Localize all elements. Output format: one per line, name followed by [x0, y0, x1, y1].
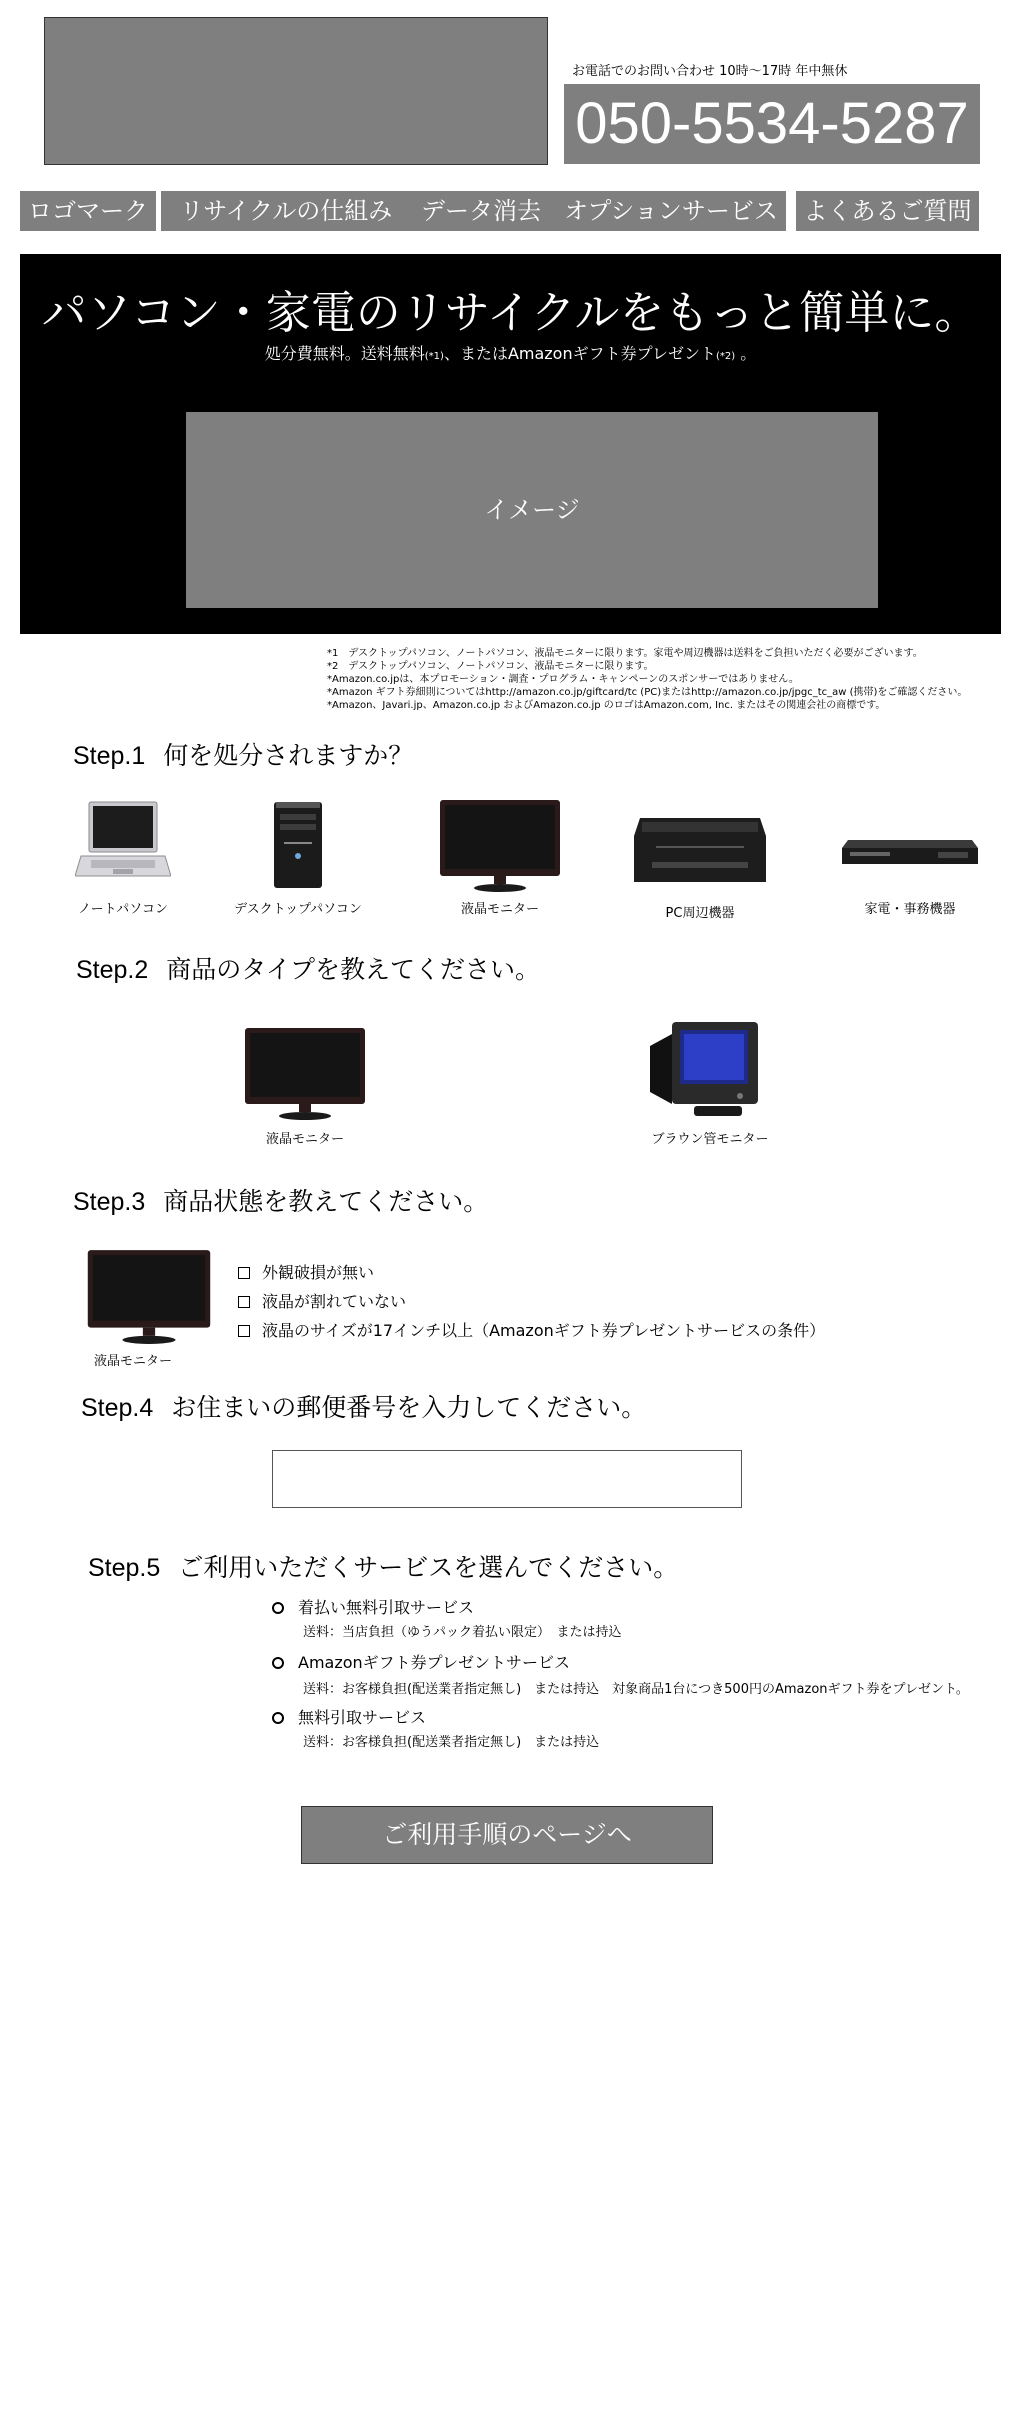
- step5-heading: [88, 1548, 678, 1584]
- step-number: Step.4: [81, 1394, 154, 1422]
- radio-button[interactable]: [272, 1657, 284, 1669]
- product-laptop[interactable]: [63, 796, 183, 921]
- hero-subtitle: [20, 341, 1001, 364]
- laptop-icon: [75, 796, 171, 888]
- crt-monitor-icon: [650, 1016, 770, 1120]
- hero-note-ref-2: (*2): [715, 351, 736, 362]
- selected-product: [85, 1246, 217, 1371]
- hero-sub-text: 処分費無料。送料無料: [264, 344, 425, 363]
- step-title: お住まいの郵便番号を入力してください。: [171, 1393, 647, 1422]
- hero-banner: [20, 254, 1001, 634]
- step-title: ご利用いただくサービスを選んでください。: [178, 1553, 679, 1582]
- service-option-free-pickup[interactable]: [272, 1705, 600, 1750]
- hero-sub-end: 。: [735, 344, 757, 363]
- product-desktop[interactable]: [233, 796, 363, 921]
- step2-heading: [76, 950, 540, 986]
- type-label: ブラウン管モニター: [651, 1132, 769, 1147]
- condition-row: [238, 1260, 374, 1283]
- footnote: *Amazon.co.jpは、本プロモーション・調査・プログラム・キャンペーンのスポンサーではありません。: [327, 674, 799, 685]
- condition-checkbox[interactable]: [238, 1267, 250, 1279]
- step-title: 商品状態を教えてください。: [163, 1187, 489, 1216]
- lcd-monitor-icon: [243, 1024, 367, 1122]
- condition-checkbox[interactable]: [238, 1325, 250, 1337]
- type-crt-monitor[interactable]: [640, 1016, 780, 1146]
- step-number: Step.2: [76, 956, 149, 984]
- hero-note-ref-1: (*1): [424, 351, 444, 362]
- nav-item-recycle-system[interactable]: リサイクルの仕組み: [161, 191, 411, 231]
- step-number: Step.3: [73, 1188, 146, 1216]
- step1-heading: [73, 736, 413, 772]
- step-number: Step.5: [88, 1554, 161, 1582]
- step4-heading: [81, 1388, 646, 1424]
- service-fee: 送料：お客様負担(配送業者指定無し) または持込: [303, 1735, 600, 1750]
- condition-label: 液晶のサイズが17インチ以上（Amazonギフト券プレゼントサービスの条件）: [262, 1321, 826, 1340]
- product-label: ノートパソコン: [77, 902, 169, 917]
- service-fee: 送料：当店負担（ゆうパック着払い限定） または持込: [303, 1625, 622, 1640]
- radio-button[interactable]: [272, 1712, 284, 1724]
- nav-item-logo[interactable]: ロゴマーク: [20, 191, 156, 231]
- product-label: 家電・事務機器: [864, 902, 956, 917]
- service-label: Amazonギフト券プレゼントサービス: [298, 1653, 571, 1672]
- postal-code-input[interactable]: [272, 1450, 742, 1508]
- service-label: 無料引取サービス: [298, 1708, 427, 1727]
- step-number: Step.1: [73, 742, 146, 770]
- printer-icon: [632, 796, 768, 892]
- type-lcd-monitor[interactable]: [235, 1024, 375, 1149]
- contact-note: お電話でのお問い合わせ 10時～17時 年中無休: [572, 64, 848, 79]
- step-title: 商品のタイプを教えてください。: [166, 955, 541, 984]
- footnote: *1 デスクトップパソコン、ノートパソコン、液晶モニターに限ります。家電や周辺機器は送料をご負担いただく必要がございます。: [327, 648, 923, 659]
- footnote: *Amazon ギフト券細則についてはhttp://amazon.co.jp/giftcard/tc (PC)またはhttp://amazon.co.jp/jpgc_tc_aw (携帯)をご確認ください。: [327, 687, 968, 698]
- step3-heading: [73, 1182, 488, 1218]
- product-pc-peripherals[interactable]: [630, 796, 770, 921]
- dvd-recorder-icon: [842, 812, 978, 870]
- condition-row: [238, 1318, 825, 1341]
- product-label: 液晶モニター: [93, 1354, 172, 1369]
- footnote: *2 デスクトップパソコン、ノートパソコン、液晶モニターに限ります。: [327, 661, 654, 672]
- lcd-monitor-icon: [438, 796, 562, 894]
- phone-number[interactable]: 050-5534-5287: [564, 84, 980, 164]
- product-label: 液晶モニター: [460, 902, 539, 917]
- footnotes: [327, 647, 967, 712]
- condition-checkbox[interactable]: [238, 1296, 250, 1308]
- step-title: 何を処分されますか？: [163, 741, 414, 770]
- product-label: PC周辺機器: [665, 906, 735, 921]
- logo-placeholder[interactable]: [44, 17, 548, 165]
- desktop-tower-icon: [264, 796, 332, 892]
- nav-item-options[interactable]: オプションサービス: [556, 191, 786, 231]
- product-label: デスクトップパソコン: [234, 902, 362, 917]
- radio-button[interactable]: [272, 1602, 284, 1614]
- hero-image-placeholder: イメージ: [186, 412, 878, 608]
- footnote: *Amazon、Javari.jp、Amazon.co.jp およびAmazon.co.jp のロゴはAmazon.com, Inc. またはその関連会社の商標です。: [327, 700, 886, 711]
- product-lcd-monitor[interactable]: [430, 796, 570, 921]
- condition-row: [238, 1289, 406, 1312]
- condition-label: 液晶が割れていない: [262, 1292, 407, 1311]
- service-label: 着払い無料引取サービス: [298, 1598, 475, 1617]
- service-fee: 送料：お客様負担(配送業者指定無し) または持込 対象商品1台につき500円のAmazonギフト券をプレゼント。: [303, 1682, 969, 1697]
- condition-label: 外観破損が無い: [262, 1263, 375, 1282]
- nav-item-data-erase[interactable]: データ消去: [406, 191, 556, 231]
- type-label: 液晶モニター: [265, 1132, 344, 1147]
- nav-item-faq[interactable]: よくあるご質問: [796, 191, 979, 231]
- lcd-monitor-icon: [85, 1246, 213, 1346]
- service-option-amazon-gift[interactable]: [272, 1650, 969, 1697]
- hero-title: パソコン・家電のリサイクルをもっと簡単に。: [41, 286, 980, 339]
- service-option-cod[interactable]: [272, 1595, 622, 1640]
- product-appliances[interactable]: [830, 796, 990, 921]
- hero-sub-text-2: 、またはAmazonギフト券プレゼント: [443, 344, 716, 363]
- procedure-page-button[interactable]: ご利用手順のページへ: [301, 1806, 713, 1864]
